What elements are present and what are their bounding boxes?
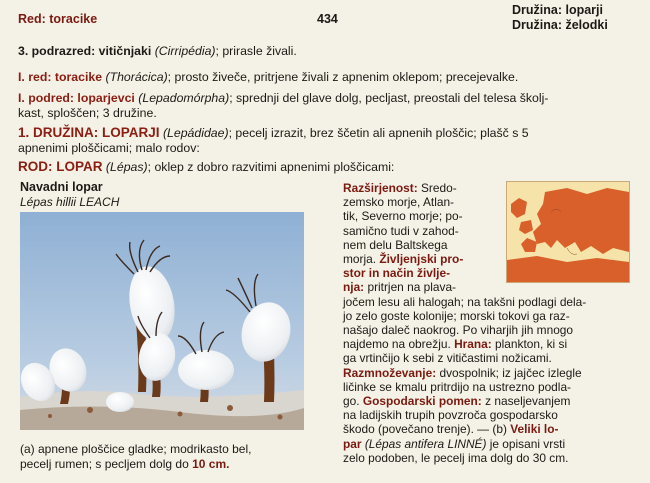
related-species-text: zelo podoben, le pecelj ima dolg do 30 cm. <box>343 450 569 465</box>
reproduction-text: ličinke se kmalu pritrdijo na ustrezno podla- <box>343 379 572 394</box>
habitat-text: pritrjen na plava- <box>367 280 457 295</box>
barnacle-photo <box>20 212 304 430</box>
habitat-label: nja: <box>343 280 365 295</box>
reproduction-text: go. <box>343 394 360 409</box>
food-label: Hrana: <box>454 337 492 352</box>
suborder-latin: (Lepadomórpha) <box>138 91 230 105</box>
family-paragraph <box>18 126 638 155</box>
order-paragraph <box>18 70 638 85</box>
habitat-label: stor in način življe- <box>343 266 451 281</box>
distribution-block <box>343 181 501 295</box>
related-species-label: par <box>343 436 362 451</box>
order-latin: (Thorácica) <box>105 70 168 84</box>
habitat-text: našajo daleč naokrog. Po viharjih jih mnogo <box>343 323 574 338</box>
order-heading: I. red: toracike <box>18 70 103 84</box>
related-species-text: je opisani vrsti <box>489 436 566 451</box>
genus-latin: (Lépas) <box>105 160 148 174</box>
family-heading: 1. DRUŽINA: LOPARJI <box>18 125 160 140</box>
economic-label: Gospodarski pomen: <box>362 394 482 409</box>
running-head-right-line2: Družina: želodki <box>512 17 608 32</box>
species-description <box>343 181 633 465</box>
genus-heading: ROD: LOPAR <box>18 159 103 174</box>
running-head-left: Red: toracike <box>18 12 98 26</box>
caption-length: 10 cm. <box>192 457 230 471</box>
food-text: plankton, ki si <box>495 337 568 352</box>
related-species-latin: (Lépas antifera LINNÉ) <box>364 436 487 451</box>
distribution-text: zemsko morje, Atlan- <box>343 195 455 210</box>
species-latin-name: Lépas hillii LEACH <box>20 195 120 209</box>
related-species-label: Veliki lo- <box>510 422 559 437</box>
reproduction-label: Razmnoževanje: <box>343 365 437 380</box>
habitat-block <box>343 295 633 465</box>
suborder-text-2: kast, sploščen; 3 družine. <box>18 105 157 120</box>
distribution-text: morja. <box>343 252 377 267</box>
habitat-label: Življenjski pro- <box>379 252 464 267</box>
suborder-text-1: ; sprednji del glave dolg, pecljast, preostali del telesa školj- <box>229 91 549 105</box>
suborder-heading: I. podred: loparjevci <box>18 91 135 105</box>
photo-caption <box>20 442 310 472</box>
subclass-paragraph <box>18 44 638 59</box>
running-head-right-line1: Družina: loparji <box>512 3 603 17</box>
family-latin: (Lepádidae) <box>162 126 229 140</box>
reproduction-text: dvospolnik; iz jajčec izlegle <box>439 365 582 380</box>
suborder-paragraph <box>18 91 638 120</box>
habitat-text: jočem lesu ali halogah; na takšni podlagi dela- <box>343 294 587 309</box>
family-text-2: apnenimi ploščicami; malo rodov: <box>18 140 200 155</box>
subclass-latin: (Cirripédia) <box>154 44 216 58</box>
distribution-text: Sredo- <box>420 181 457 195</box>
genus-text: ; oklep z dobro razvitimi apnenimi ploščicami: <box>147 160 395 174</box>
economic-text: škodo (povečano trenje). — (b) <box>343 422 507 437</box>
running-head-right <box>512 3 608 32</box>
subclass-heading: 3. podrazred: vitičnjaki <box>18 44 152 58</box>
caption-line-2: pecelj rumen; s pecljem dolg do <box>20 457 189 471</box>
economic-text: na ladijskih trupih povzroča gospodarsko <box>343 408 558 423</box>
distribution-label: Razširjenost: <box>343 181 418 195</box>
page-number: 434 <box>317 12 338 26</box>
habitat-text: jo zelo goste kolonije; morski tokovi ga raz- <box>343 308 570 323</box>
barnacle-illustration <box>20 212 304 430</box>
species-common-name: Navadni lopar <box>20 180 103 194</box>
caption-line-1: (a) apnene ploščice gladke; modrikasto bel, <box>20 442 252 456</box>
habitat-text: najdemo na obrežju. <box>343 337 451 352</box>
genus-paragraph <box>18 160 638 175</box>
family-text-1: ; pecelj izrazit, brez ščetin ali apnenih ploščic; plašč s 5 <box>228 126 529 140</box>
distribution-text: tik, Severno morje; po- <box>343 209 463 224</box>
food-text: ga vrtinčijo k sebi z vitičastimi nožicami. <box>343 351 552 366</box>
economic-text: z naseljevanjem <box>485 394 571 409</box>
order-text: ; prosto živeče, pritrjene živali z apnenim oklepom; precejevalke. <box>167 70 519 84</box>
distribution-text: nem delu Baltskega <box>343 237 448 252</box>
subclass-text: ; prirasle živali. <box>215 44 297 58</box>
distribution-text: samično tudi v zahod- <box>343 223 459 238</box>
